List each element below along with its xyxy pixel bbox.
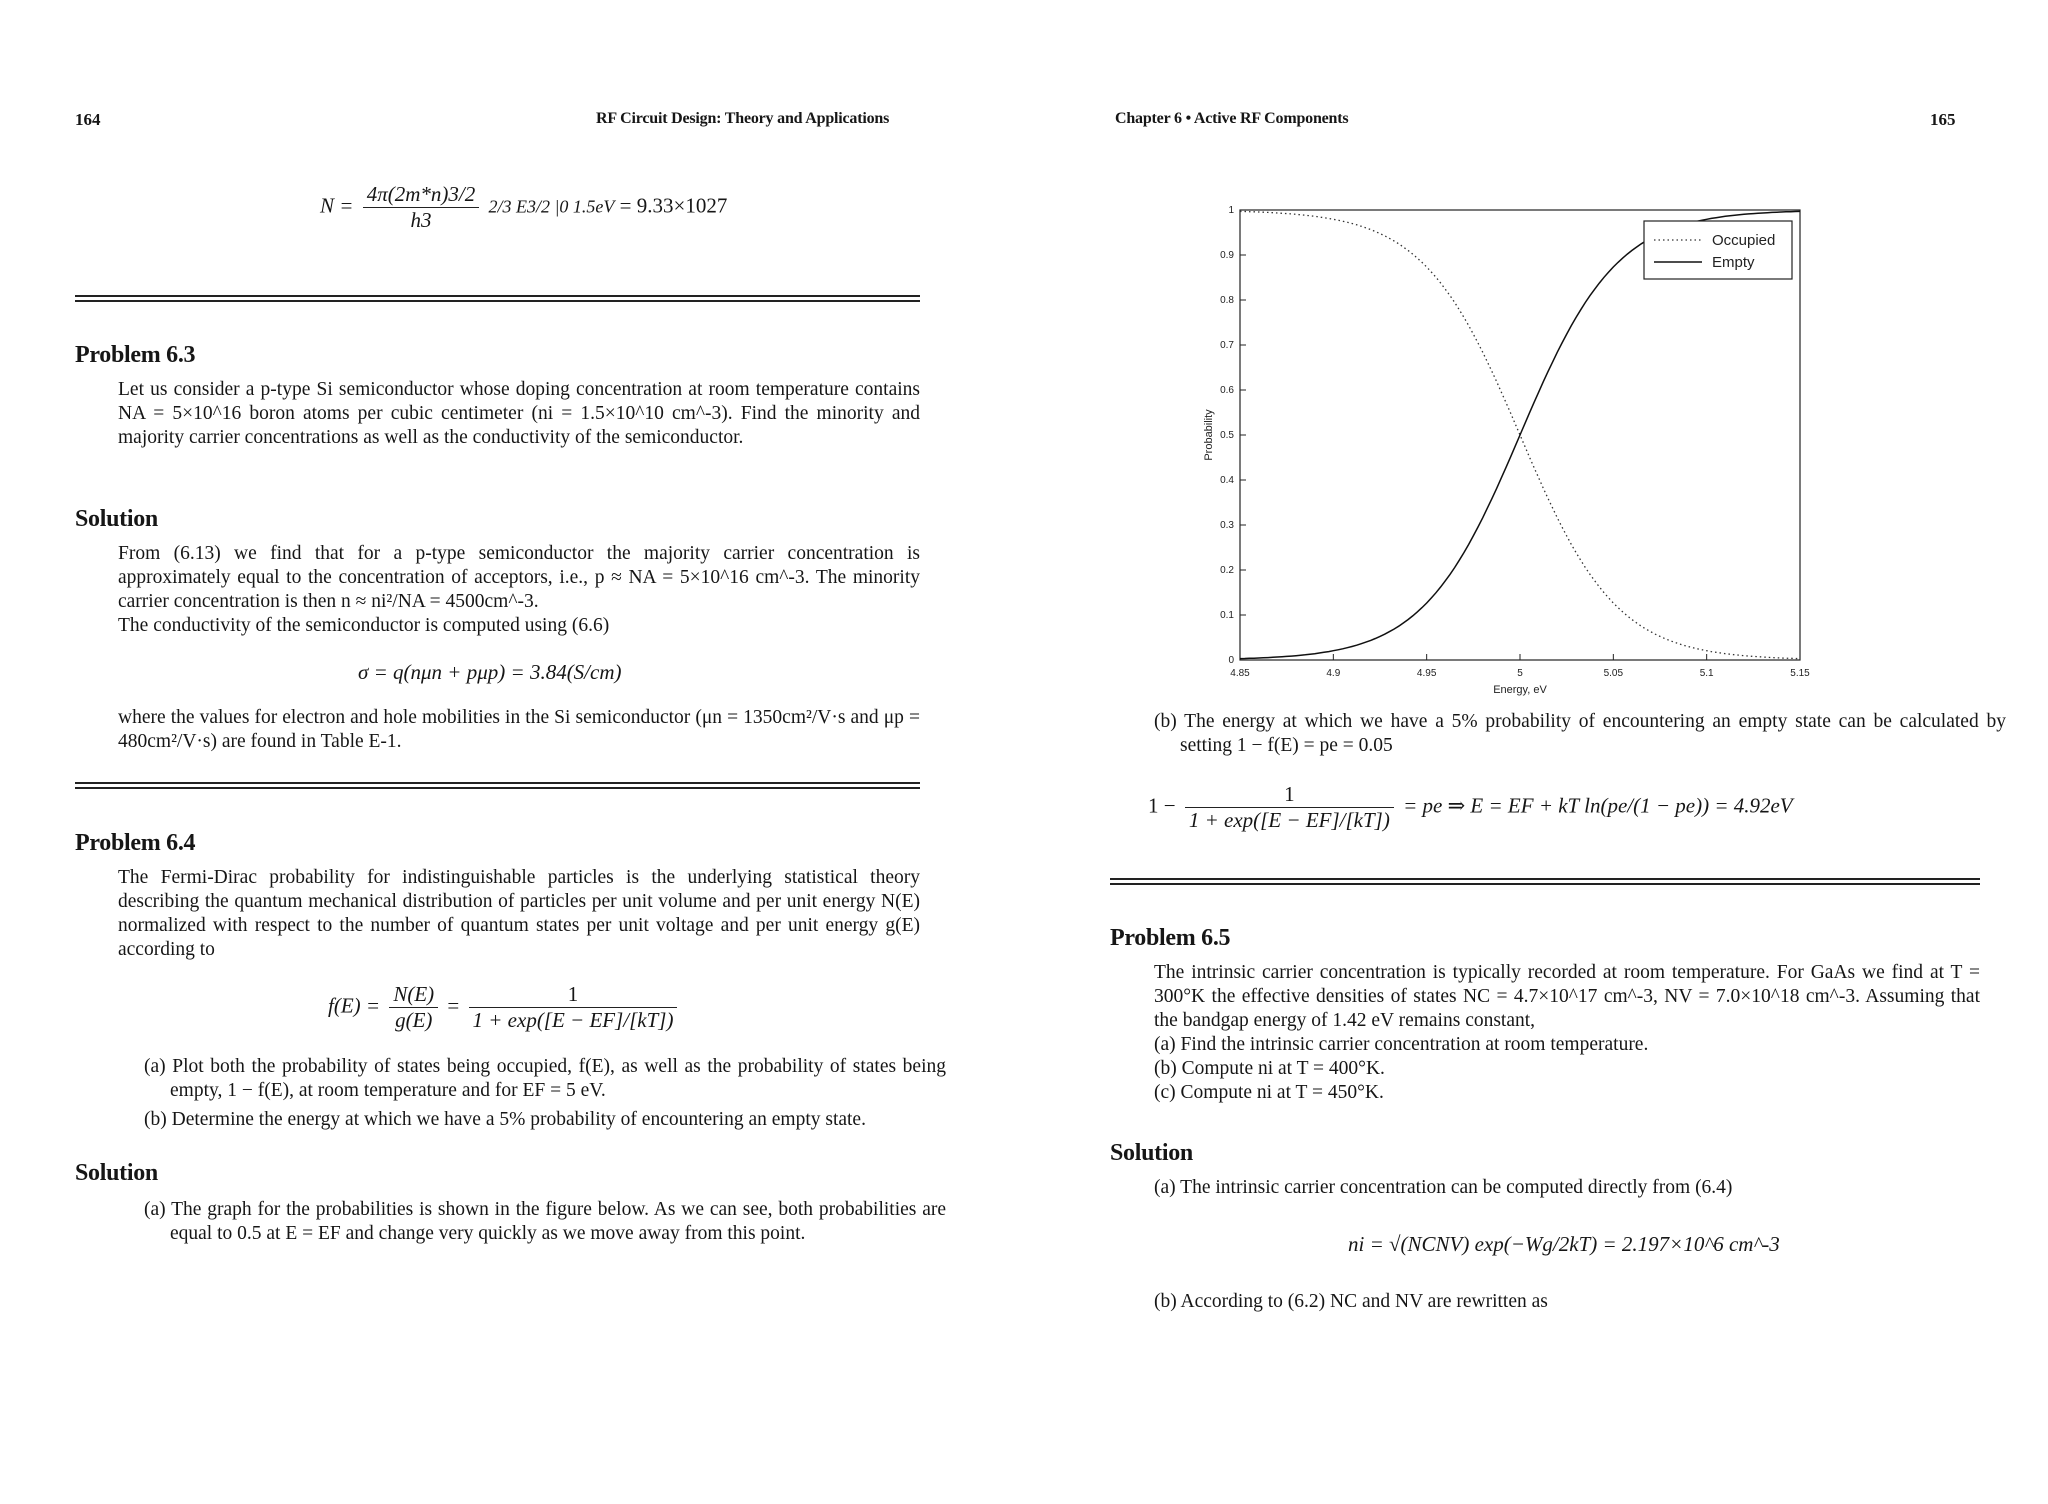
page-number-left: 164 bbox=[75, 110, 101, 129]
problem-heading: Problem 6.3 bbox=[75, 342, 196, 368]
x-tick-label: 5.1 bbox=[1699, 668, 1714, 679]
solution-item-a: (a) The intrinsic carrier concentration can be computed directly from (6.4) bbox=[1154, 1177, 1733, 1198]
solution-text: where the values for electron and hole mobilities in the Si semiconductor (μn = 1350cm²/V·s and μp = 480cm²/V·s) are found in Table E-1. bbox=[118, 707, 920, 752]
left-page bbox=[0, 0, 1010, 1504]
solution-item-b: (b) The energy at which we have a 5% probability of encountering an empty state can be calculated by setting 1 − f(E) = pe = 0.05 bbox=[1154, 711, 2006, 756]
equation-fermi-dirac: f(E) = $\frac{N(E)}{g(E)}$ = $\frac{1}{1 + \exp([E - EF]/[kT])}$ bbox=[328, 982, 681, 1033]
x-tick-label: 4.95 bbox=[1416, 668, 1437, 679]
fermi-dirac-chart bbox=[1200, 200, 1840, 710]
running-head-left: RF Circuit Design: Theory and Applications bbox=[596, 110, 890, 127]
y-tick-label: 0.6 bbox=[1220, 385, 1234, 396]
x-tick-label: 4.85 bbox=[1230, 668, 1250, 679]
problem-item-b: (b) Determine the energy at which we have a 5% probability of encountering an empty state. bbox=[144, 1109, 866, 1130]
y-tick-label: 0.3 bbox=[1220, 520, 1234, 531]
problem-text: The intrinsic carrier concentration is typically recorded at room temperature. For GaAs we find at T = 300°K the effective densities of states NC = 4.7×10^17 cm^-3, NV = 7.0×10^18 cm^-3. Assuming that the bandgap energy of 1.42 eV remains constant, bbox=[1154, 962, 1980, 1031]
solution-text: From (6.13) we find that for a p-type semiconductor the majority carrier concentration is approximately equal to the concentration of acceptors, i.e., p ≈ NA = 5×10^16 cm^-3. The minority carrier concentration is then n ≈ ni²/NA = 4500cm^-3. bbox=[118, 543, 920, 612]
legend-empty-label: Empty bbox=[1712, 254, 1755, 271]
equation-conductivity: σ = q(nμn + pμp) = 3.84(S/cm) bbox=[358, 660, 622, 684]
problem-heading: Problem 6.4 bbox=[75, 830, 196, 856]
problem-item-b: (b) Compute ni at T = 400°K. bbox=[1154, 1058, 1385, 1079]
x-axis-title: Energy, eV bbox=[1493, 684, 1547, 696]
x-tick-label: 5.05 bbox=[1603, 668, 1624, 679]
solution-item-b: (b) According to (6.2) NC and NV are rewritten as bbox=[1154, 1291, 1548, 1312]
section-rule bbox=[1110, 878, 1980, 885]
solution-text: The conductivity of the semiconductor is computed using (6.6) bbox=[118, 615, 610, 636]
problem-text: The Fermi-Dirac probability for indistinguishable particles is the underlying statistical theory describing the quantum mechanical distribution of particles per unit volume and per unit energy N(E) normalized with respect to the number of quantum states per unit voltage and per unit energy g(E) according to bbox=[118, 867, 920, 960]
y-tick-label: 0.2 bbox=[1220, 565, 1234, 576]
y-tick-label: 0.4 bbox=[1220, 475, 1234, 486]
right-page bbox=[1030, 0, 2048, 1504]
y-tick-label: 0.8 bbox=[1220, 295, 1234, 306]
problem-item-c: (c) Compute ni at T = 450°K. bbox=[1154, 1082, 1384, 1103]
solution-item-a: (a) The graph for the probabilities is shown in the figure below. As we can see, both probabilities are equal to 0.5 at E = EF and change very quickly as we move away from this point. bbox=[144, 1199, 946, 1244]
section-rule bbox=[75, 782, 920, 789]
y-tick-label: 1 bbox=[1228, 205, 1234, 216]
solution-heading: Solution bbox=[1110, 1140, 1193, 1166]
x-tick-label: 4.9 bbox=[1326, 668, 1341, 679]
section-rule bbox=[75, 295, 920, 302]
y-tick-label: 0.7 bbox=[1220, 340, 1234, 351]
problem-text: Let us consider a p-type Si semiconductor whose doping concentration at room temperature contains NA = 5×10^16 boron atoms per cubic centimeter (ni = 1.5×10^10 cm^-3). Find the minority and majority carrier concentrations as well as the conductivity of the semiconductor. bbox=[118, 379, 920, 448]
problem-item-a: (a) Find the intrinsic carrier concentration at room temperature. bbox=[1154, 1034, 1649, 1055]
y-tick-label: 0.9 bbox=[1220, 250, 1234, 261]
legend-occupied-label: Occupied bbox=[1712, 232, 1776, 249]
y-tick-label: 0 bbox=[1228, 655, 1234, 666]
x-tick-label: 5 bbox=[1517, 668, 1523, 679]
equation-energy: 1 − $\frac{1}{1 + \exp([E - EF]/[kT])}$ = pe ⇒ E = EF + kT ln(pe/(1 − pe)) = 4.92eV bbox=[1148, 782, 1793, 832]
equation-intrinsic: ni = √(NCNV) exp(−Wg/2kT) = 2.197×10^6 cm^-3 bbox=[1348, 1232, 1780, 1256]
problem-heading: Problem 6.5 bbox=[1110, 925, 1231, 951]
x-tick-label: 5.15 bbox=[1790, 668, 1810, 679]
solution-heading: Solution bbox=[75, 506, 158, 532]
y-tick-label: 0.1 bbox=[1220, 610, 1234, 621]
chart-legend bbox=[1644, 221, 1792, 279]
y-tick-label: 0.5 bbox=[1220, 430, 1234, 441]
page-number-right: 165 bbox=[1930, 110, 1956, 129]
solution-heading: Solution bbox=[75, 1160, 158, 1186]
y-axis-title: Probability bbox=[1203, 409, 1215, 461]
running-head-right: Chapter 6 • Active RF Components bbox=[1115, 110, 1349, 127]
equation-density: N = $\frac{4\pi(2m*n)3/2}{h3}$ 2/3 E3/2 |0 1.5eV = 9.33×1027 bbox=[320, 182, 728, 232]
problem-item-a: (a) Plot both the probability of states being occupied, f(E), as well as the probability of states being empty, 1 − f(E), at room temperature and for EF = 5 eV. bbox=[144, 1056, 946, 1101]
